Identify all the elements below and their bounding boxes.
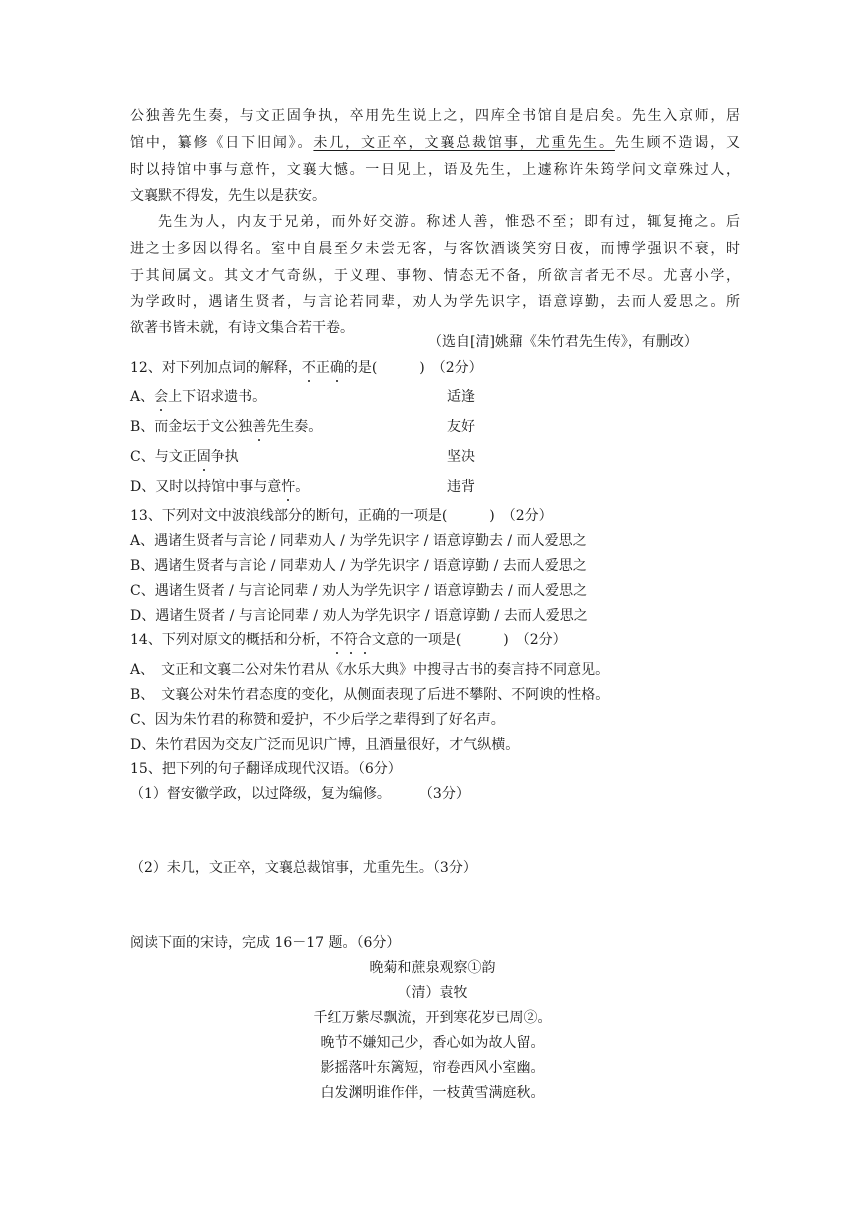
option-c-meaning: 坚决 bbox=[447, 449, 475, 465]
option-a-meaning: 适逢 bbox=[447, 389, 475, 405]
stem-text: 的是( ) （2分） bbox=[343, 360, 483, 376]
question-13-option-d: D、遇诸生贤者 / 与言论同辈 / 劝人为学先识字 / 语意谆勤 / 去而人爱思之 bbox=[130, 608, 588, 624]
option-text: 争执 bbox=[210, 449, 239, 465]
stem-text: 文意的一项是( ) （2分） bbox=[371, 632, 567, 648]
question-12-option-a bbox=[130, 387, 740, 407]
question-12-option-d bbox=[130, 477, 740, 497]
dotted-char: 会 bbox=[154, 389, 169, 405]
poem-author: （清）袁牧 bbox=[397, 985, 468, 1001]
option-text: A、 bbox=[130, 389, 155, 405]
passage-line: 公独善先生奏，与文正固争执，卒用先生说上之，四库全书馆自是启矣。先生入京师，居 bbox=[130, 108, 740, 124]
option-text: C、与文正 bbox=[130, 449, 197, 465]
question-13-option-c: C、遇诸生贤者 / 与言论同辈 / 劝人为学先识字 / 语意谆勤去 / 而人爱思之 bbox=[130, 583, 588, 599]
dotted-char: 固 bbox=[196, 449, 211, 465]
option-text: B、而金坛于文公独 bbox=[130, 419, 253, 435]
stem-text: 12、对下列加点词的解释， bbox=[130, 360, 302, 376]
question-13-stem: 13、下列对文中波浪线部分的断句，正确的一项是( ) （2分） bbox=[130, 508, 553, 524]
option-text: 先生奏。 bbox=[266, 419, 323, 435]
question-12-option-c bbox=[130, 447, 740, 467]
option-text: 。 bbox=[295, 479, 310, 495]
stem-text: 14、下列对原文的概括和分析， bbox=[130, 632, 330, 648]
passage-source: （选自[清]姚鼐《朱竹君先生传》，有删改） bbox=[428, 334, 698, 350]
stem-text: 正 bbox=[315, 360, 330, 376]
dotted-char: 合 bbox=[357, 632, 372, 648]
question-13-option-a: A、遇诸生贤者与言论 / 同辈劝人 / 为学先识字 / 语意谆勤去 / 而人爱思之 bbox=[130, 533, 587, 549]
passage-line: 时以持馆中事与意忤，文襄大憾。一日见上，语及先生，上遽称许朱筠学问文章殊过人， bbox=[130, 162, 740, 178]
passage-line: 于其间属文。其文才气奇纵，于义理、事物、情态无不备，所欲言者无不尽。尤喜小学， bbox=[130, 268, 740, 284]
underlined-sentence: 未几，文正卒，文襄总裁馆事，尤重先生。 bbox=[313, 135, 615, 151]
dotted-char: 不 bbox=[329, 632, 344, 648]
poem-line: 千红万紫尽飘流，开到寒花岁已周②。 bbox=[313, 1010, 552, 1026]
question-15-stem: 15、把下列的句子翻译成现代汉语。（6分） bbox=[130, 761, 402, 777]
question-15-sentence-2: （2）未几，文正卒，文襄总裁馆事，尤重先生。（3分） bbox=[130, 860, 477, 876]
passage-line: 文襄默不得发，先生以是获安。 bbox=[130, 188, 326, 204]
passage-line: 进之士多因以得名。室中自晨至夕未尝无客，与客饮酒谈笑穷日夜，而博学强识不衰，时 bbox=[130, 241, 740, 257]
option-d-meaning: 违背 bbox=[447, 479, 475, 495]
poem-intro: 阅读下面的宋诗，完成 16－17 题。（6分） bbox=[130, 935, 401, 951]
passage-line: 先生为人，内友于兄弟，而外好交游。称述人善，惟恐不至；即有过，辄复掩之。后 bbox=[158, 214, 740, 230]
question-13-option-b: B、遇诸生贤者与言论 / 同辈劝人 / 为学先识字 / 语意谆勤 / 去而人爱思之 bbox=[130, 558, 587, 574]
option-text: 上下诏求遗书。 bbox=[168, 389, 267, 405]
dotted-char: 善 bbox=[252, 419, 267, 435]
poem-line: 白发渊明谁作伴，一枝黄雪满庭秋。 bbox=[320, 1085, 545, 1101]
passage-line: 为学政时，遇诸生贤者，与言论若同辈，劝人为学先识字，语意谆勤，去而人爱思之。所 bbox=[130, 294, 740, 310]
poem-line: 影摇落叶东篱短，帘卷西风小室幽。 bbox=[320, 1060, 545, 1076]
question-14-option-b: B、 文襄公对朱竹君态度的变化，从侧面表现了后进不攀附、不阿谀的性格。 bbox=[130, 687, 610, 703]
passage-line bbox=[130, 133, 740, 153]
question-15-sentence-1: （1）督安徽学政，以过降级，复为编修。 （3分） bbox=[130, 786, 470, 802]
question-14-option-a: A、 文正和文襄二公对朱竹君从《水乐大典》中搜寻古书的奏言持不同意见。 bbox=[130, 662, 610, 678]
passage-text: 先生顾不造谒，又 bbox=[614, 135, 741, 151]
question-12-option-b bbox=[130, 417, 740, 437]
poem-title: 晚菊和蔗泉观察①韵 bbox=[369, 960, 496, 976]
question-14-option-c: C、因为朱竹君的称赞和爱护，不少后学之辈得到了好名声。 bbox=[130, 712, 505, 728]
dotted-char: 不 bbox=[301, 360, 316, 376]
option-b-meaning: 友好 bbox=[447, 419, 475, 435]
passage-text: 馆中，纂修《日下旧闻》。 bbox=[130, 135, 314, 151]
passage-line: 欲著书皆未就，有诗文集合若干卷。 bbox=[130, 320, 354, 336]
question-12-stem bbox=[130, 358, 740, 378]
poem-line: 晚节不嫌知己少，香心如为故人留。 bbox=[320, 1035, 545, 1051]
dotted-char: 符 bbox=[343, 632, 358, 648]
dotted-char: 确 bbox=[329, 360, 344, 376]
option-text: D、又时以持馆中事与意 bbox=[130, 479, 282, 495]
question-14-option-d: D、朱竹君因为交友广泛而见识广博，且酒量很好，才气纵横。 bbox=[130, 737, 520, 753]
dotted-char: 忤 bbox=[281, 479, 296, 495]
question-14-stem bbox=[130, 630, 740, 650]
